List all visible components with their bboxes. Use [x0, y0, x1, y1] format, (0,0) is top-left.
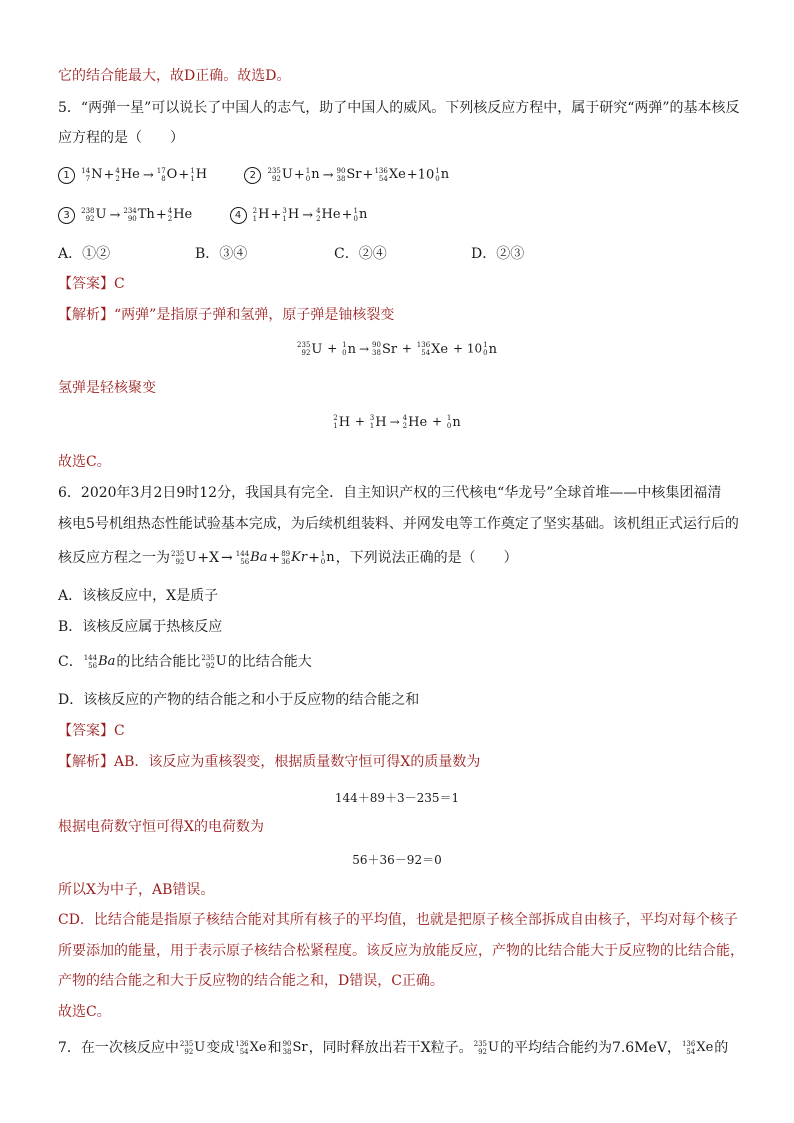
nuclide-He4: 4 2 He: [167, 207, 193, 223]
nuclide-n: 1 0 n: [353, 207, 368, 223]
q5-analysis-intro: 【解析】“两弹”是指原子弹和氢弹，原子弹是铀核裂变: [58, 307, 395, 323]
circle-4-label: 4: [230, 207, 247, 224]
circle-1-label: 1: [58, 167, 75, 184]
q6-cd-line3: 产物的结合能之和大于反应物的结合能之和，D错误，C正确。: [58, 973, 444, 989]
nuclide-n: 1 0 n: [435, 167, 450, 183]
q5-equations-row2: 3 238 92 U → 234 90 Th + 4 2 He 4 2 1 H + 3 1 H → 4 2 He + 1 0 n: [58, 205, 368, 226]
q6-cd-line1: CD．比结合能是指原子核结合能对其所有核子的平均值，也就是把原子核全部拆成自由核子，平均对每个核子: [58, 912, 738, 928]
q5-equations-row1: 1 14 7 N + 4 2 He → 17 8 O + 1 1 H 2 235 92 U + 1 0 n → 90 38 Sr + 136 54 Xe +10 1 0 n: [58, 165, 450, 186]
q7-stem-line1: 7．在一次核反应中 235 92 U 变成 136 54 Xe 和 90 38 Sr ，同时释放出若干X粒子。 235 92 U 的平均结合能约为7.6MeV， 136 54 Xe 的: [58, 1040, 729, 1056]
q6-mass-equation: 144＋89＋3－235＝1: [334, 791, 460, 805]
q6-option-b: B．该核反应属于热核反应: [58, 619, 223, 635]
q6-conclusion: 故选C。: [58, 1004, 111, 1020]
nuclide-H3: 3 1 H: [282, 207, 300, 223]
q6-stem-line1: 6．2020年3月2日9时12分，我国具有完全．自主知识产权的三代核电“华龙号”全球首堆——中核集团福清: [58, 485, 722, 501]
nuclide-H1: 1 1 H: [190, 167, 208, 183]
q6-charge-text: 根据电荷数守恒可得X的电荷数为: [58, 819, 264, 835]
q6-option-d: D．该核反应的产物的结合能之和小于反应物的结合能之和: [58, 692, 420, 708]
q5-option-d: D．②③: [471, 246, 525, 262]
previous-answer-tail: 它的结合能最大，故D正确。故选D。: [58, 68, 291, 84]
q6-stem-line3: 核反应方程之一为 235 92 U +X → 144 56 Ba + 89 36 Kr + 1 0 n ，下列说法正确的是（ ）: [58, 550, 518, 566]
nuclide-O17: 17 8 O: [156, 167, 178, 183]
q5-fission-equation: 235 92 U + 1 0 n → 90 38 Sr + 136 54 Xe + 10 1 0 n: [297, 341, 497, 357]
q5-option-b: B．③④: [195, 246, 248, 262]
q5-stem-line1: 5．“两弹一星”可以说长了中国人的志气，助了中国人的威风。下列核反应方程中，属于研究“两弹”的基本核反: [58, 100, 740, 116]
q6-option-a: A．该核反应中，X是质子: [58, 588, 219, 604]
q5-stem-line2: 应方程的是（ ）: [58, 130, 184, 146]
nuclide-Sr90: 90 38 Sr: [336, 167, 362, 183]
q6-stem-line2: 核电5号机组热态性能试验基本完成，为后续机组装料、并网发电等工作奠定了坚实基础。该机组正式运行后的: [58, 516, 739, 532]
circle-3-label: 3: [58, 207, 75, 224]
q6-neutron-text: 所以X为中子，AB错误。: [58, 882, 215, 898]
nuclide-U235: 235 92 U: [267, 167, 293, 183]
q6-cd-line2: 所要添加的能量，用于表示原子核结合松紧程度。该反应为放能反应，产物的比结合能大于反应物的比结合能，: [58, 943, 744, 959]
q5-fusion-equation: 2 1 H + 3 1 H → 4 2 He + 1 0 n: [333, 414, 461, 430]
nuclide-He4: 4 2 He: [115, 167, 140, 183]
q5-hbomb-text: 氢弹是轻核聚变: [58, 380, 156, 396]
q6-answer: 【答案】C: [58, 723, 125, 739]
nuclide-He4: 4 2 He: [316, 207, 341, 223]
nuclide-N14: 14 7 N: [81, 167, 103, 183]
nuclide-n: 1 0 n: [305, 167, 320, 183]
circle-2-label: 2: [244, 167, 261, 184]
nuclide-Th234: 234 90 Th: [123, 207, 155, 223]
nuclide-H2: 2 1 H: [252, 207, 270, 223]
q6-analysis-line1: 【解析】AB．该反应为重核裂变，根据质量数守恒可得X的质量数为: [58, 754, 481, 770]
q5-conclusion: 故选C。: [58, 454, 111, 470]
q5-answer: 【答案】C: [58, 276, 125, 292]
q6-charge-equation: 56＋36－92＝0: [352, 853, 442, 867]
nuclide-U238: 238 92 U: [81, 207, 107, 223]
q5-option-a: A．①②: [58, 246, 111, 262]
q5-option-c: C．②④: [334, 246, 387, 262]
nuclide-Xe136: 136 54 Xe: [374, 167, 406, 183]
q6-option-c: C． 144 56 Ba 的比结合能比 235 92 U 的比结合能大: [58, 654, 312, 670]
